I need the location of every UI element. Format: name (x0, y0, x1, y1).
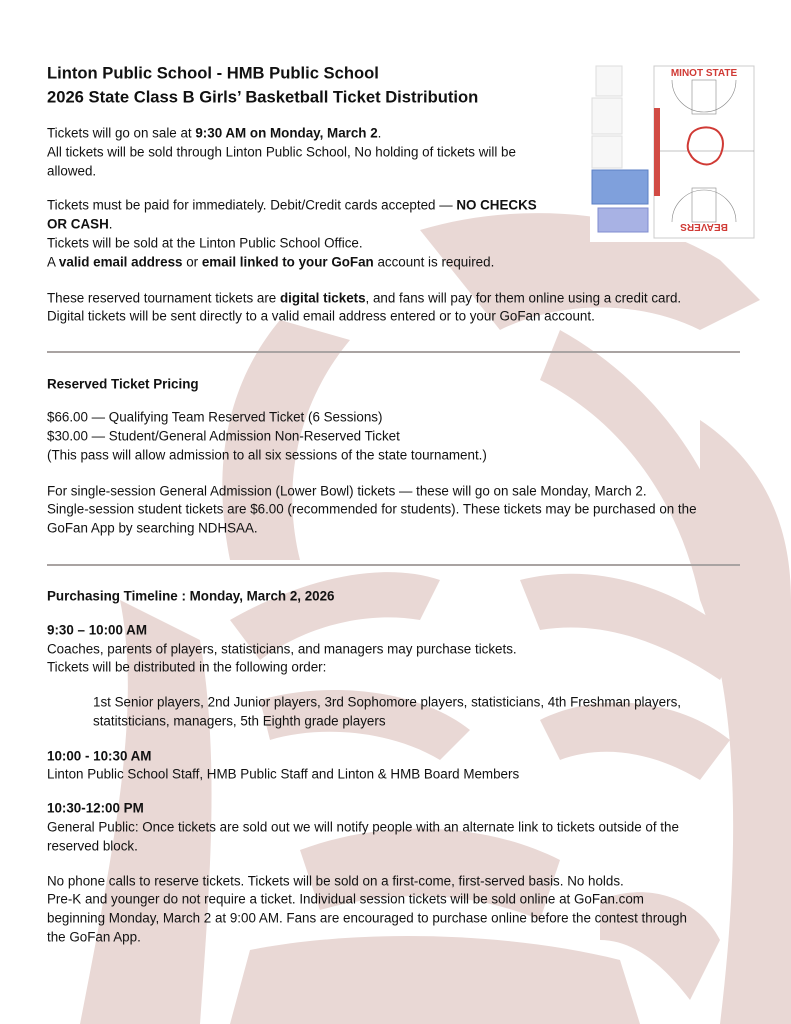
bold-text-segment: 9:30 – 10:00 AM (47, 622, 147, 638)
text-line (47, 873, 624, 890)
text-segment: reserved block. (47, 838, 138, 854)
text-line (47, 838, 138, 855)
text-segment: Linton Public School Staff, HMB Public Staff and Linton & HMB Board Members (47, 766, 520, 782)
arena-court-diagram-image (590, 62, 760, 242)
bold-text-segment: 9:30 AM on Monday, March 2 (195, 125, 378, 141)
bold-text-segment: valid email address (58, 254, 183, 270)
text-segment: beginning Monday, March 2 at 9:00 AM. Fans are encouraged to purchase online before the contest through (47, 910, 687, 926)
text-segment: A (47, 254, 59, 270)
text-segment: (This pass will allow admission to all six sessions of the state tournament.) (47, 447, 487, 463)
text-segment: Tickets must be paid for immediately. Debit/Credit cards accepted — (47, 197, 457, 213)
bold-text-segment: Reserved Ticket Pricing (47, 376, 199, 392)
text-line (93, 713, 386, 730)
text-segment: Tickets will be distributed in the following order: (47, 659, 327, 675)
text-segment: account is required. (373, 254, 495, 270)
text-line (47, 447, 487, 464)
text-segment: Tickets will be sold at the Linton Public School Office. (47, 235, 363, 251)
bold-text-segment: 10:00 - 10:30 AM (47, 748, 152, 764)
text-line (47, 197, 537, 214)
bold-text-segment: digital tickets (279, 290, 366, 306)
text-line (47, 748, 151, 765)
bold-text-segment: Purchasing Timeline : Monday, March 2, 2026 (47, 588, 335, 604)
text-line (47, 891, 644, 908)
bold-text-segment: email linked to your GoFan (201, 254, 374, 270)
text-line (47, 409, 382, 426)
text-line (47, 766, 519, 783)
text-segment: General Public: Once tickets are sold out we will notify people with an alternate link to tickets outside of the (47, 819, 679, 835)
text-segment: . (108, 216, 113, 232)
text-line (47, 501, 697, 518)
bold-text-segment: NO CHECKS (456, 197, 537, 213)
court-bottom-text: BEAVERS (680, 221, 728, 232)
text-segment: $66.00 — Qualifying Team Reserved Ticket (6 Sessions) (47, 409, 383, 425)
text-line (47, 125, 381, 142)
text-line (47, 520, 258, 537)
text-segment: . (377, 125, 382, 141)
text-line (47, 254, 494, 271)
text-segment: 1st Senior players, 2nd Junior players, 3rd Sophomore players, statisticians, 4th Freshman players, (93, 694, 681, 710)
text-line (47, 659, 326, 676)
text-segment: the GoFan App. (47, 929, 141, 945)
text-line (47, 910, 687, 927)
text-segment: Coaches, parents of players, statisticians, and managers may purchase tickets. (47, 641, 517, 657)
text-segment: statitsticians, managers, 5th Eighth grade players (93, 713, 386, 729)
text-line (47, 308, 595, 325)
text-line (47, 144, 516, 161)
text-line (47, 622, 147, 639)
bold-text-segment: 10:30-12:00 PM (47, 800, 144, 816)
text-line (47, 235, 363, 252)
text-line (47, 641, 517, 658)
text-segment: GoFan App by searching NDHSAA. (47, 520, 258, 536)
text-line (47, 800, 144, 817)
text-line (47, 819, 679, 836)
bold-text-segment: OR CASH (47, 216, 109, 232)
text-line (47, 929, 141, 946)
text-line (47, 483, 647, 500)
text-segment: No phone calls to reserve tickets. Tickets will be sold on a first-come, first-served basis. No holds. (47, 873, 624, 889)
section-divider (47, 351, 740, 353)
text-line (47, 588, 335, 605)
text-line (47, 290, 681, 307)
document-title-line1: Linton Public School - HMB Public School (47, 63, 379, 83)
text-line (47, 163, 96, 180)
text-segment: Digital tickets will be sent directly to a valid email address entered or to your GoFan account. (47, 308, 595, 324)
text-segment: Pre-K and younger do not require a ticket. Individual session tickets will be sold online at GoFan.com (47, 891, 644, 907)
text-segment: These reserved tournament tickets are (47, 290, 280, 306)
text-segment: All tickets will be sold through Linton Public School, No holding of tickets will be (47, 144, 516, 160)
text-line (93, 694, 681, 711)
section-divider (47, 564, 740, 566)
court-top-text: MINOT STATE (670, 68, 738, 79)
text-segment: Single-session student tickets are $6.00 (recommended for students). These tickets may be purchased on the (47, 501, 697, 517)
document-title-line2: 2026 State Class B Girls’ Basketball Ticket Distribution (47, 87, 479, 107)
text-segment: $30.00 — Student/General Admission Non-Reserved Ticket (47, 428, 400, 444)
text-segment: For single-session General Admission (Lower Bowl) tickets — these will go on sale Monday, March 2. (47, 483, 647, 499)
text-segment: , and fans will pay for them online using a credit card. (365, 290, 682, 306)
text-segment: Tickets will go on sale at (47, 125, 196, 141)
text-line (47, 376, 199, 393)
text-segment: allowed. (47, 163, 97, 179)
text-segment: or (182, 254, 202, 270)
text-line (47, 428, 400, 445)
text-line (47, 216, 112, 233)
